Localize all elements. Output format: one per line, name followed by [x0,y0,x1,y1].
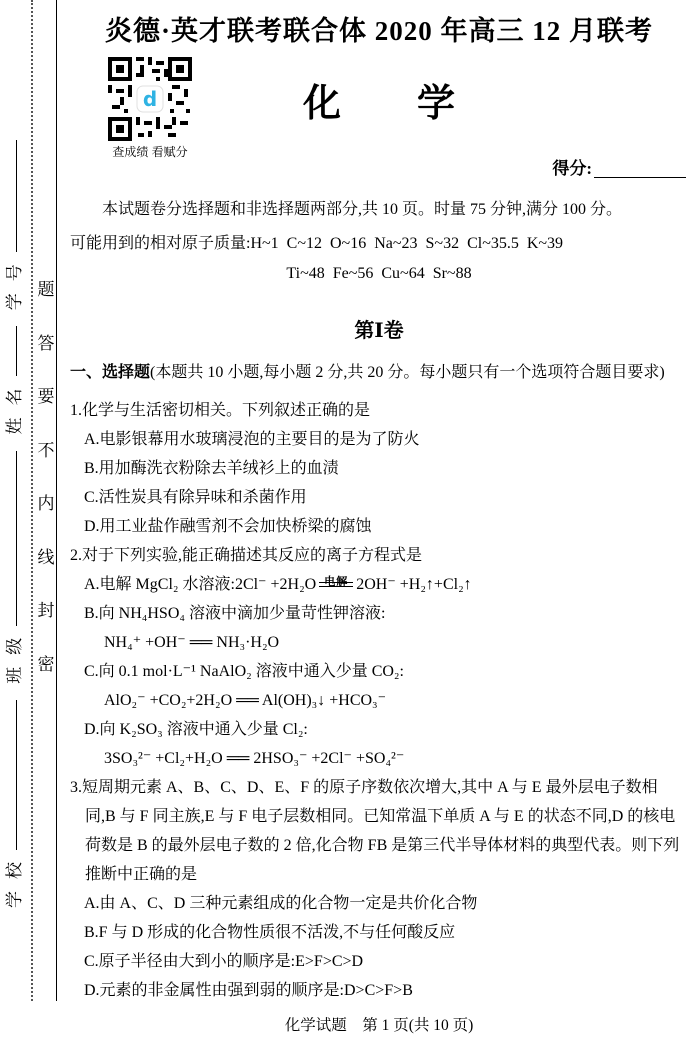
question-1-option-b: B.用加酶洗衣粉除去羊绒衫上的血渍 [84,460,339,477]
score-row [70,158,688,180]
seal-dotted-line [31,0,33,1001]
name-field-blank [16,327,17,377]
class-field-label: 班级 [5,625,24,684]
seal-warning-char: 答 [37,333,55,353]
seal-warning-char: 密 [37,654,55,674]
seal-warning-char: 不 [37,440,55,460]
seal-warning-text [36,281,56,673]
question-1 [70,396,688,541]
atomic-masses-label: 可能用到的相对原子质量: [70,235,251,252]
student-id-field-blank [16,140,17,252]
question-2-option-c: C.向 0.1 mol·L⁻¹ NaAlO₂ 溶液中通入少量 CO₂: [84,663,404,680]
exam-instructions: 本试题卷分选择题和非选择题两部分,共 10 页。时量 75 分钟,满分 100 分。 [102,201,623,218]
question-3-stem: 3.短周期元素 A、B、C、D、E、F 的原子序数依次增大,其中 A 与 E 最外层电子数相同,B 与 F 同主族,E 与 F 电子层数相同。已知常温下单质 A 与 E 的状态不同,D 的核电荷数是 B 的最外层电子数的 2 倍,化合物 FB 是第三代半导体材料的典型代表。则下列推断中正确的是 [70,779,680,883]
question-3 [70,773,688,1005]
section-intro [70,362,688,384]
atomic-masses-values1: H~1 C~12 O~16 Na~23 S~32 Cl~35.5 K~39 [250,235,564,252]
question-2-stem: 2.对于下列实验,能正确描述其反应的离子方程式是 [70,547,423,564]
score-blank [594,177,686,178]
subject-title: 化 学 [302,83,455,125]
seal-warning-char: 封 [37,601,55,621]
page-footer: 化学试题 第 1 页(共 10 页) [284,1017,474,1034]
equation-left: 2Cl⁻ +2H₂O [234,576,317,593]
seal-warning-char: 要 [37,387,55,407]
question-2-option-d-equation: 3SO₃²⁻ +Cl₂+H₂O ══ 2HSO₃⁻ +2Cl⁻ +SO₄²⁻ [104,750,405,767]
option-a-text: A.电解 MgCl₂ 水溶液: [84,576,235,593]
section-description: (本题共 10 小题,每小题 2 分,共 20 分。每小题只有一个选项符合题目要求) [150,364,665,381]
question-2-option-d: D.向 K₂SO₃ 溶液中通入少量 Cl₂: [84,721,308,738]
atomic-masses-line2: Ti~48 Fe~56 Cu~64 Sr~88 [286,265,472,282]
reaction-condition-electrolysis [319,576,353,588]
question-1-option-d: D.用工业盐作融雪剂不会加快桥梁的腐蚀 [84,518,372,535]
question-2-option-c-equation: AlO₂⁻ +CO₂+2H₂O ══ Al(OH)₃↓ +HCO₃⁻ [104,692,387,709]
school-field-label: 学校 [5,850,24,908]
question-2-option-a [70,570,688,599]
question-2-option-b: B.向 NH₄HSO₄ 溶液中滴加少量苛性钾溶液: [84,605,386,622]
score-label: 得分: [552,159,592,178]
question-1-option-a: A.电影银幕用水玻璃浸泡的主要目的是为了防火 [84,431,420,448]
question-3-option-a: A.由 A、C、D 三种元素组成的化合物一定是共价化合物 [84,895,478,912]
equation-right: 2OH⁻ +H₂↑+Cl₂↑ [356,576,472,593]
question-1-option-c: C.活性炭具有除异味和杀菌作用 [84,489,307,506]
qr-code [108,57,192,141]
question-3-option-b: B.F 与 D 形成的化合物性质很不活泼,不与任何酸反应 [84,924,456,941]
class-field-blank [16,451,17,626]
atomic-masses-line1 [70,234,688,254]
seal-warning-char: 内 [37,494,55,514]
question-2-option-b-equation: NH₄⁺ +OH⁻ ══ NH₃·H₂O [104,634,280,651]
exam-title: 炎德·英才联考联合体 2020 年高三 12 月联考 [104,16,653,46]
question-2 [70,541,688,773]
qr-logo-letter: d [142,87,158,111]
part-title: 第Ⅰ卷 [354,320,404,342]
condition-label: 电解 [324,576,349,588]
main-content [70,0,688,1034]
school-field-blank [16,700,17,850]
section-heading: 一、选择题 [70,364,151,381]
question-3-option-c: C.原子半径由大到小的顺序是:E>F>C>D [84,953,364,970]
question-1-stem: 1.化学与生活密切相关。下列叙述正确的是 [70,402,371,419]
name-field-label: 姓名 [5,376,24,435]
seal-solid-line [56,0,57,1001]
seal-warning-char: 题 [37,280,55,299]
qr-caption: 查成绩 看赋分 [112,145,188,159]
seal-warning-char: 线 [37,547,55,567]
student-id-field-label: 学号 [5,252,24,311]
question-3-option-d: D.元素的非金属性由强到弱的顺序是:D>C>F>B [84,982,413,999]
student-info-fields [3,93,27,908]
qr-block [104,57,196,160]
